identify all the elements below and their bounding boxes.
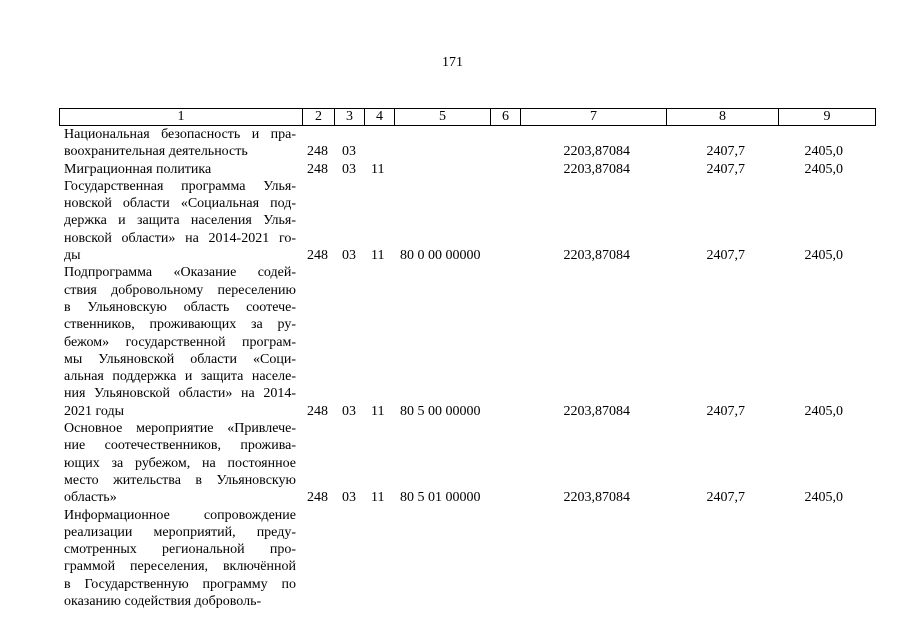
description-line: Миграционная политика bbox=[64, 161, 212, 177]
header-col-4: 4 bbox=[365, 109, 395, 126]
cell-col-8: 2407,7 bbox=[706, 144, 745, 160]
description-line: место жительства в Ульяновскую bbox=[64, 472, 296, 488]
description-line: оказанию содействия доброволь- bbox=[64, 594, 262, 610]
row-values bbox=[0, 489, 905, 506]
table-row bbox=[0, 264, 905, 420]
table-row bbox=[0, 507, 905, 611]
header-col-5: 5 bbox=[395, 109, 491, 126]
cell-col-9: 2405,0 bbox=[804, 403, 843, 419]
row-description bbox=[64, 264, 296, 420]
cell-col-2: 248 bbox=[307, 144, 328, 160]
description-line: ние соотечественников, прожива- bbox=[64, 438, 296, 454]
cell-col-2: 248 bbox=[307, 403, 328, 419]
description-line: 2021 годы bbox=[64, 403, 125, 419]
description-line: в Ульяновскую область соотече- bbox=[64, 299, 296, 315]
description-line: ственников, проживающих за ру- bbox=[64, 317, 296, 333]
cell-col-7: 2203,87084 bbox=[563, 490, 630, 506]
cell-col-4: 11 bbox=[371, 248, 385, 264]
cell-col-5: 80 0 00 00000 bbox=[400, 248, 481, 264]
row-values bbox=[0, 247, 905, 264]
cell-col-3: 03 bbox=[342, 144, 356, 160]
cell-col-9: 2405,0 bbox=[804, 144, 843, 160]
cell-col-7: 2203,87084 bbox=[563, 248, 630, 264]
cell-col-3: 03 bbox=[342, 403, 356, 419]
page-number: 171 bbox=[442, 55, 463, 70]
description-line: в Государственную программу по bbox=[64, 576, 296, 592]
description-line: Основное мероприятие «Привлече- bbox=[64, 421, 296, 437]
cell-col-7: 2203,87084 bbox=[563, 161, 630, 177]
cell-col-2: 248 bbox=[307, 490, 328, 506]
cell-col-4: 11 bbox=[371, 403, 385, 419]
description-line: смотренных региональной про- bbox=[64, 542, 296, 558]
cell-col-8: 2407,7 bbox=[706, 403, 745, 419]
cell-col-7: 2203,87084 bbox=[563, 403, 630, 419]
description-line: Подпрограмма «Оказание содей- bbox=[64, 265, 296, 281]
cell-col-4: 11 bbox=[371, 490, 385, 506]
description-line: бежом» государственной програм- bbox=[64, 334, 296, 350]
cell-col-3: 03 bbox=[342, 490, 356, 506]
row-values bbox=[0, 161, 905, 178]
description-line: ды bbox=[64, 248, 81, 264]
cell-col-8: 2407,7 bbox=[706, 490, 745, 506]
description-line: новской области «Социальная под- bbox=[64, 196, 296, 212]
cell-col-4: 11 bbox=[371, 161, 385, 177]
description-line: мы Ульяновской области «Соци- bbox=[64, 351, 296, 367]
table-body bbox=[0, 126, 905, 610]
description-line: ния Ульяновской области» на 2014- bbox=[64, 386, 296, 402]
row-values bbox=[0, 143, 905, 160]
header-col-6: 6 bbox=[491, 109, 521, 126]
header-col-1: 1 bbox=[60, 109, 303, 126]
cell-col-7: 2203,87084 bbox=[563, 144, 630, 160]
description-line: ствия добровольному переселению bbox=[64, 282, 296, 298]
description-line: граммой переселения, включённой bbox=[64, 559, 296, 575]
description-line: ющих за рубежом, на постоянное bbox=[64, 455, 296, 471]
description-line: новской области» на 2014-2021 го- bbox=[64, 230, 296, 246]
description-line: воохранительная деятельность bbox=[64, 144, 248, 160]
cell-col-2: 248 bbox=[307, 248, 328, 264]
header-col-7: 7 bbox=[521, 109, 667, 126]
cell-col-2: 248 bbox=[307, 161, 328, 177]
table-row bbox=[0, 161, 905, 178]
header-col-9: 9 bbox=[779, 109, 876, 126]
description-line: область» bbox=[64, 490, 117, 506]
description-line: реализации мероприятий, преду- bbox=[64, 524, 296, 540]
description-line: Национальная безопасность и пра- bbox=[64, 127, 296, 142]
description-line: держка и защита населения Улья- bbox=[64, 213, 296, 229]
row-values bbox=[0, 593, 905, 610]
table-row bbox=[0, 126, 905, 161]
cell-col-8: 2407,7 bbox=[706, 161, 745, 177]
cell-col-8: 2407,7 bbox=[706, 248, 745, 264]
cell-col-9: 2405,0 bbox=[804, 161, 843, 177]
table-row bbox=[0, 420, 905, 506]
header-col-8: 8 bbox=[667, 109, 779, 126]
table-row bbox=[0, 178, 905, 264]
row-values bbox=[0, 403, 905, 420]
description-line: альная поддержка и защита населе- bbox=[64, 369, 296, 385]
table-header bbox=[59, 108, 876, 126]
header-col-3: 3 bbox=[335, 109, 365, 126]
cell-col-3: 03 bbox=[342, 248, 356, 264]
cell-col-3: 03 bbox=[342, 161, 356, 177]
description-line: Информационное сопровождение bbox=[64, 507, 296, 523]
cell-col-9: 2405,0 bbox=[804, 248, 843, 264]
header-col-2: 2 bbox=[303, 109, 335, 126]
cell-col-5: 80 5 00 00000 bbox=[400, 403, 481, 419]
cell-col-5: 80 5 01 00000 bbox=[400, 490, 481, 506]
description-line: Государственная программа Улья- bbox=[64, 178, 296, 194]
cell-col-9: 2405,0 bbox=[804, 490, 843, 506]
